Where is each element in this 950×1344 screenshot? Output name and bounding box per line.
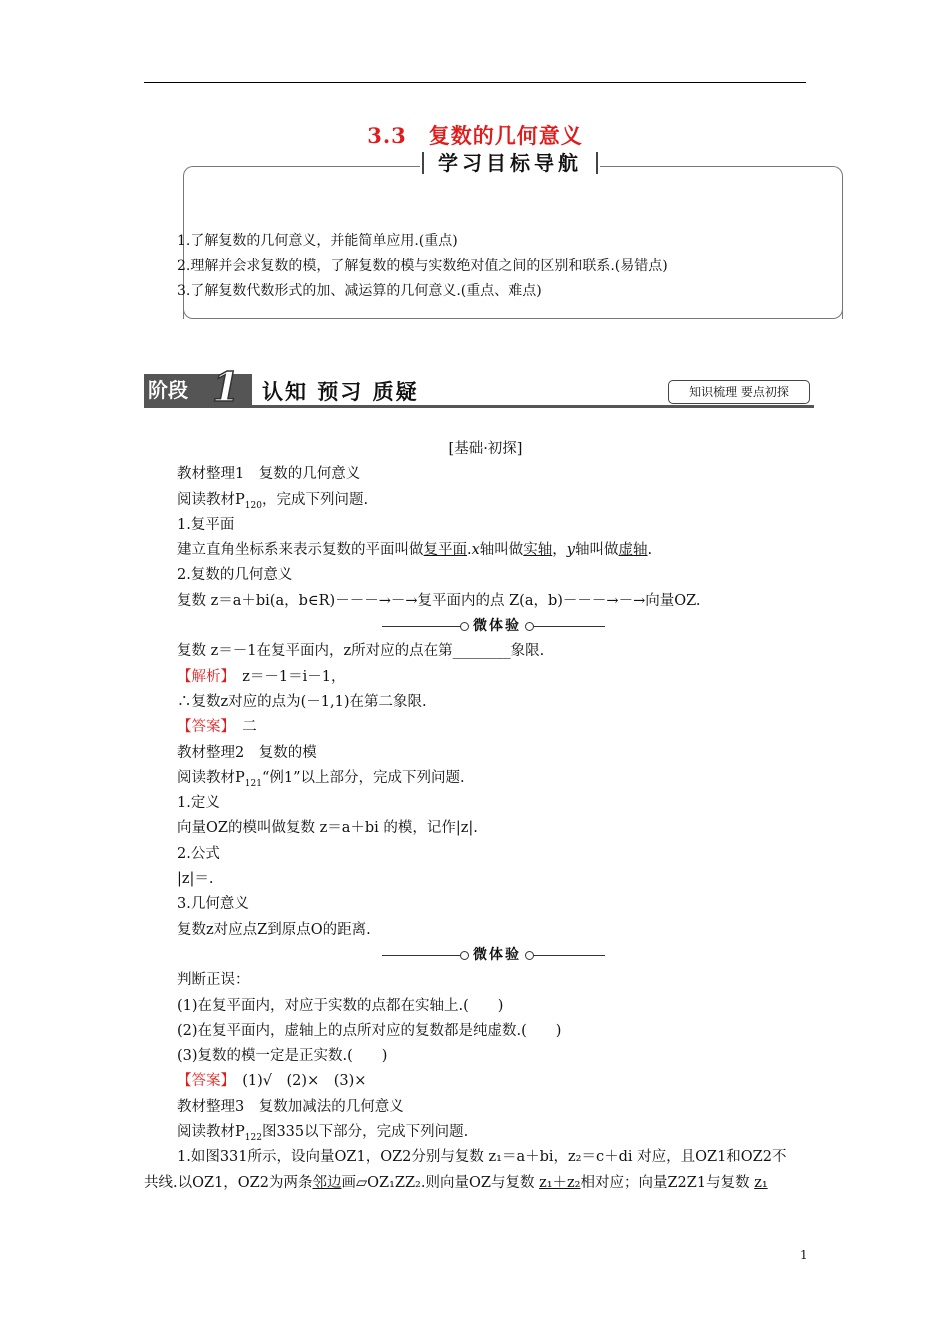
question-2: 判断正误：	[177, 972, 250, 989]
heading-2: 教材整理2 复数的模	[177, 744, 317, 761]
question-2-item: (1)在复平面内，对应于实数的点都在实轴上.( )	[177, 997, 504, 1014]
goal-box-bottom	[183, 306, 843, 319]
micro-divider: 微体验	[177, 943, 827, 968]
reading-line-1: 阅读教材$P_{120}$，完成下列问题.	[177, 491, 369, 511]
definition-complex-plane: 建立直角坐标系来表示复数的平面叫做复平面.x轴叫做实轴，y轴叫做虚轴.	[177, 542, 653, 559]
micro-divider: 微体验	[177, 614, 827, 639]
reading-line-3: 阅读教材$P_{122}$图335以下部分，完成下列问题.	[177, 1124, 469, 1143]
stage-badge: 知识梳理 要点初探	[668, 380, 810, 404]
question-1: 复数 z＝－1在复平面内，z所对应的点在第________象限.	[177, 643, 545, 660]
goal-item: 1.了解复数的几何意义，并能简单应用.(重点)	[177, 233, 458, 249]
goal-item: 2.理解并会求复数的模，了解复数的模与实数绝对值之间的区别和联系.(易错点)	[177, 258, 668, 274]
header-rule	[144, 82, 806, 83]
modulus-definition: 向量OZ的模叫做复数 z＝a＋bi 的模，记作|z|.	[177, 820, 478, 837]
question-2-item: (3)复数的模一定是正实数.( )	[177, 1048, 388, 1065]
modulus-geometric: 复数z对应点Z到原点O的距离.	[177, 921, 371, 938]
analysis-line: 【解析】 z＝－1＝i－1，	[177, 668, 346, 685]
section-title: 3.3 复数的几何意义	[367, 123, 583, 148]
correspondence-line: 复数 z＝a＋bi(a，b∈R)－－－→－→复平面内的点 Z(a，b)－－－→－→向量OZ.	[177, 592, 701, 609]
reading-line-2: 阅读教材$P_{121}“$例1”以上部分，完成下列问题.	[177, 769, 465, 789]
goal-list	[177, 229, 668, 304]
addition-paragraph-cont: 共线.以OZ1，OZ2为两条邻边画▱OZ₁ZZ₂.则向量OZ与复数 z₁＋z₂相对应；向量Z2Z1与复数 z₁	[144, 1174, 768, 1191]
answer-1: 【答案】 二	[177, 719, 257, 736]
goal-heading: 学习目标导航	[420, 148, 600, 178]
stage-number: 1	[212, 364, 240, 411]
item-formula: 2.公式	[177, 845, 220, 862]
heading-1: 教材整理1 复数的几何意义	[177, 466, 361, 483]
stage-tag: 阶段	[144, 374, 252, 406]
item-definition: 1.定义	[177, 795, 220, 812]
main-content	[144, 437, 827, 1196]
analysis-conclusion: ∴复数z对应的点为(－1,1)在第二象限.	[177, 693, 427, 710]
page-number: 1	[800, 1248, 808, 1262]
goal-item: 3.了解复数代数形式的加、减运算的几何意义.(重点、难点)	[177, 283, 542, 299]
analysis-tag: 【解析】	[177, 668, 228, 685]
item-complex-plane: 1.复平面	[177, 516, 235, 533]
answer-2: 【答案】 (1)√ (2)× (3)×	[177, 1073, 367, 1090]
answer-tag: 【答案】	[177, 1073, 228, 1090]
section-label: [基础·初探]	[448, 441, 523, 457]
question-2-item: (2)在复平面内，虚轴上的点所对应的复数都是纯虚数.( )	[177, 1022, 562, 1039]
addition-paragraph: 1.如图331所示，设向量OZ1，OZ2分别与复数 z₁＝a＋bi，z₂＝c＋di 对应，且OZ1和OZ2不	[177, 1149, 787, 1166]
heading-3: 教材整理3 复数加减法的几何意义	[177, 1098, 404, 1115]
item-geometric: 3.几何意义	[177, 896, 249, 913]
answer-tag: 【答案】	[177, 719, 228, 736]
modulus-formula: |z|＝.	[177, 871, 214, 888]
stage-title: 认知 预习 质疑	[262, 380, 419, 404]
item-geometric-meaning: 2.复数的几何意义	[177, 567, 293, 584]
